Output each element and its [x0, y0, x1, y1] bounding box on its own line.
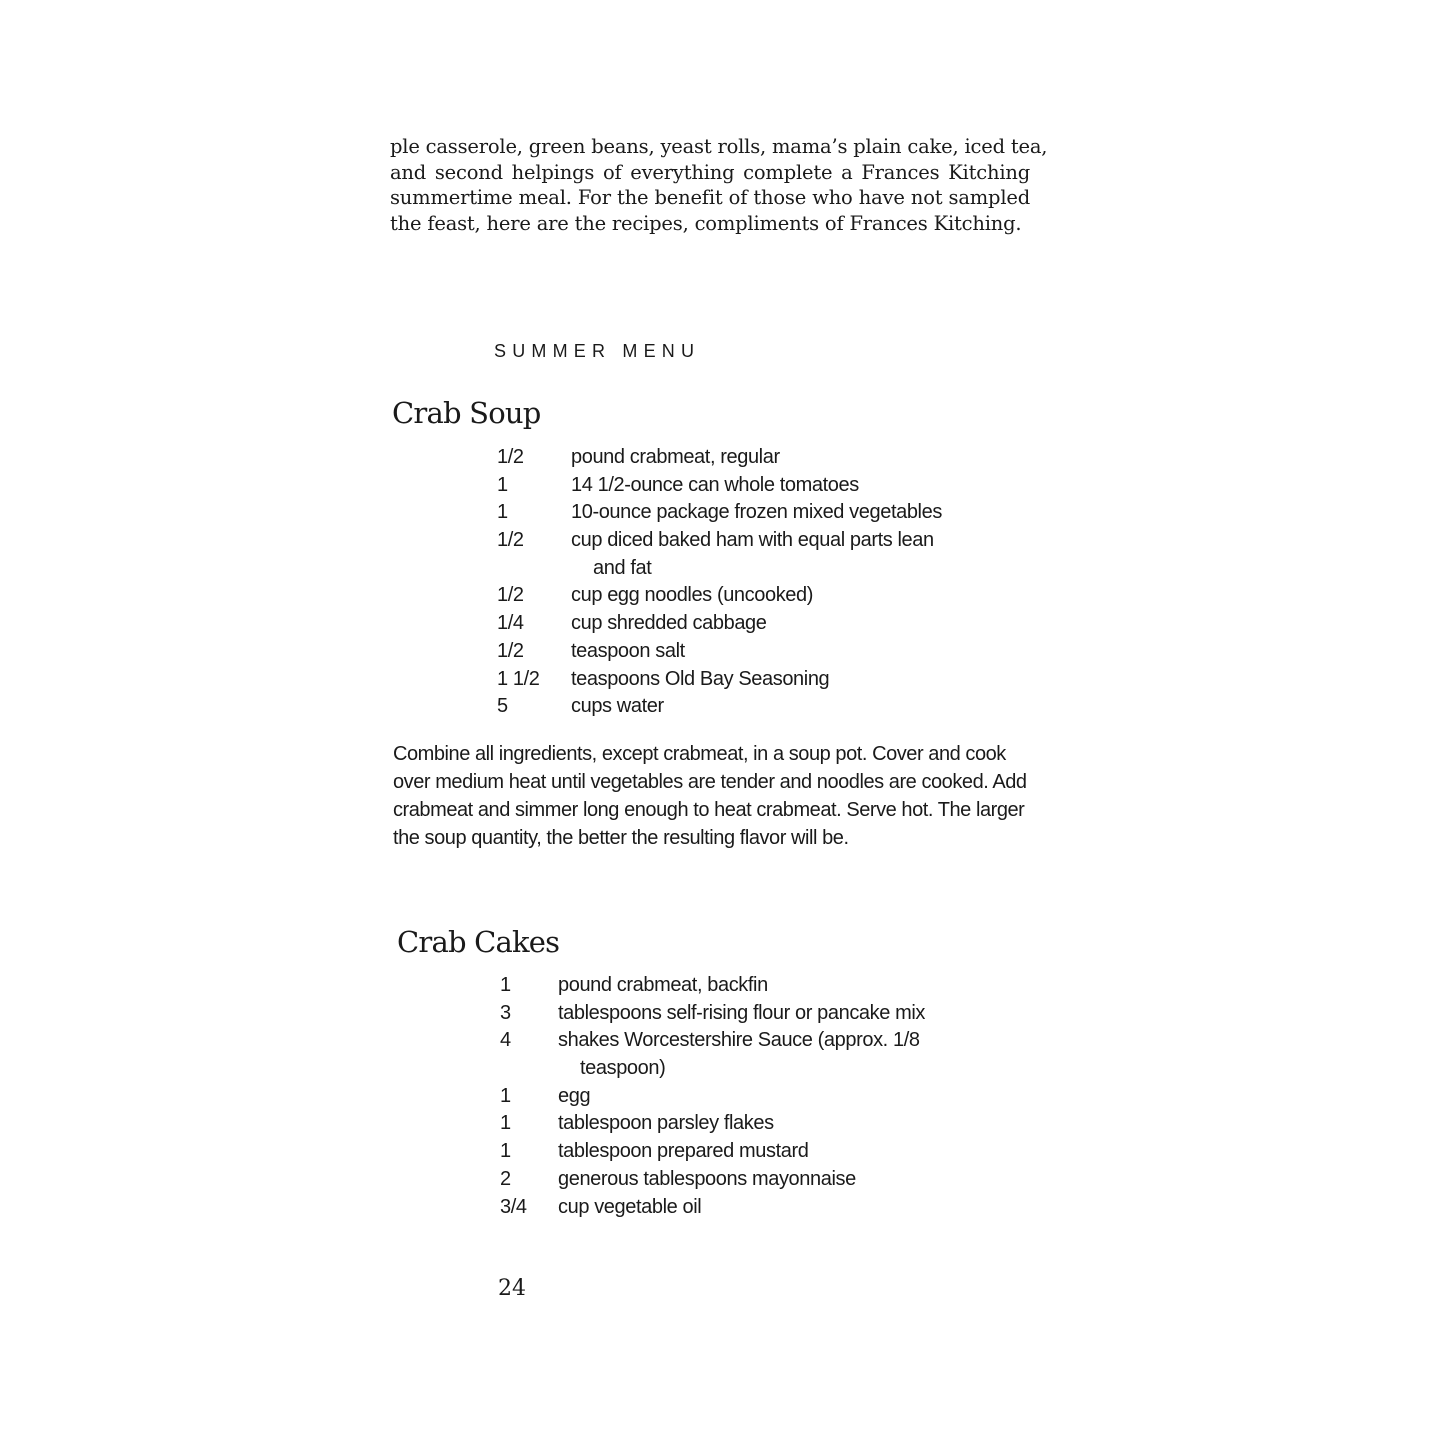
- ingredient-row: [497, 472, 942, 500]
- ingredient-qty: 3: [500, 1001, 511, 1024]
- ingredient-qty: 1: [500, 974, 511, 996]
- ingredient-desc: cup shredded cabbage: [571, 612, 767, 635]
- ingredient-desc: 14 1/2-ounce can whole tomatoes: [571, 473, 859, 496]
- ingredient-qty: 2: [500, 1167, 511, 1190]
- ingredient-desc: pound crabmeat, regular: [571, 446, 780, 468]
- ingredient-qty: 1 1/2: [497, 667, 540, 690]
- ingredient-qty: 1/2: [497, 584, 524, 607]
- ingredient-desc: teaspoons Old Bay Seasoning: [571, 667, 830, 690]
- ingredient-qty: 3/4: [500, 1195, 527, 1218]
- ingredient-qty: 1/2: [497, 639, 524, 662]
- ingredient-desc: cup vegetable oil: [558, 1195, 702, 1218]
- ingredient-qty: 1: [500, 1140, 511, 1163]
- intro-line: ple casserole, green beans, yeast rolls, mama’s plain cake, iced tea,: [390, 135, 1048, 158]
- intro-line: and second helpings of everything complete a Frances Kitching: [390, 160, 1030, 184]
- ingredient-qty: 1/2: [497, 446, 524, 468]
- recipe-directions-crab-soup: Combine all ingredients, except crabmeat, in a soup pot. Cover and cook over medium heat until vegetables are tender and noodles are cooked. Add crabmeat and simmer long enough to heat crabmeat. Serve hot. The larger the soup quantity, the better the resulting flavor will be.: [393, 743, 1027, 849]
- ingredient-row: [497, 527, 942, 582]
- ingredient-desc: cups water: [571, 695, 664, 718]
- ingredient-desc: pound crabmeat, backfin: [558, 974, 768, 996]
- ingredient-desc: egg: [558, 1084, 591, 1107]
- ingredient-row: [500, 1000, 925, 1028]
- ingredient-row: [497, 610, 942, 638]
- ingredient-desc: tablespoon prepared mustard: [558, 1140, 809, 1163]
- ingredient-row: [497, 499, 942, 527]
- ingredient-desc: [558, 1027, 920, 1082]
- ingredient-desc: generous tablespoons mayonnaise: [558, 1167, 856, 1190]
- ingredient-desc-continuation: teaspoon): [580, 1057, 666, 1080]
- ingredient-qty: 1: [500, 1084, 511, 1107]
- recipe-title-crab-soup: Crab Soup: [392, 396, 541, 430]
- ingredient-row: [500, 972, 925, 1000]
- ingredient-qty: 1: [500, 1112, 511, 1135]
- ingredient-list-crab-cakes: [500, 972, 925, 1221]
- ingredient-row: [500, 1027, 925, 1082]
- ingredient-desc: tablespoons self-rising flour or pancake mix: [558, 1001, 926, 1024]
- ingredient-desc: [571, 527, 934, 582]
- ingredient-row: [497, 582, 942, 610]
- ingredient-qty: 1: [497, 473, 508, 496]
- ingredient-desc: 10-ounce package frozen mixed vegetables: [571, 501, 942, 524]
- section-label: SUMMER MENU: [494, 341, 701, 361]
- ingredient-qty: 4: [500, 1029, 511, 1052]
- ingredient-desc-main: cup diced baked ham with equal parts lean: [571, 529, 934, 552]
- ingredient-desc-main: shakes Worcestershire Sauce (approx. 1/8: [558, 1029, 920, 1052]
- ingredient-row: [500, 1083, 925, 1111]
- ingredient-row: [500, 1194, 925, 1222]
- ingredient-list-crab-soup: [497, 444, 942, 721]
- ingredient-desc: cup egg noodles (uncooked): [571, 584, 814, 607]
- intro-line: summertime meal. For the benefit of those who have not sampled: [390, 186, 1030, 209]
- recipe-title-crab-cakes: Crab Cakes: [397, 925, 560, 959]
- ingredient-row: [500, 1110, 925, 1138]
- ingredient-row: [500, 1166, 925, 1194]
- ingredient-row: [497, 693, 942, 721]
- ingredient-qty: 1: [497, 501, 508, 524]
- ingredient-row: [497, 444, 942, 472]
- ingredient-row: [497, 638, 942, 666]
- ingredient-qty: 1/4: [497, 612, 524, 635]
- ingredient-qty: 1/2: [497, 529, 524, 552]
- ingredient-desc: tablespoon parsley flakes: [558, 1112, 774, 1135]
- ingredient-desc-continuation: and fat: [593, 556, 652, 579]
- page-number: 24: [498, 1276, 526, 1301]
- ingredient-qty: 5: [497, 695, 508, 718]
- intro-line: the feast, here are the recipes, compliments of Frances Kitching.: [390, 211, 1022, 235]
- ingredient-desc: teaspoon salt: [571, 639, 685, 662]
- ingredient-row: [497, 666, 942, 694]
- intro-paragraph: [390, 134, 1048, 236]
- ingredient-row: [500, 1138, 925, 1166]
